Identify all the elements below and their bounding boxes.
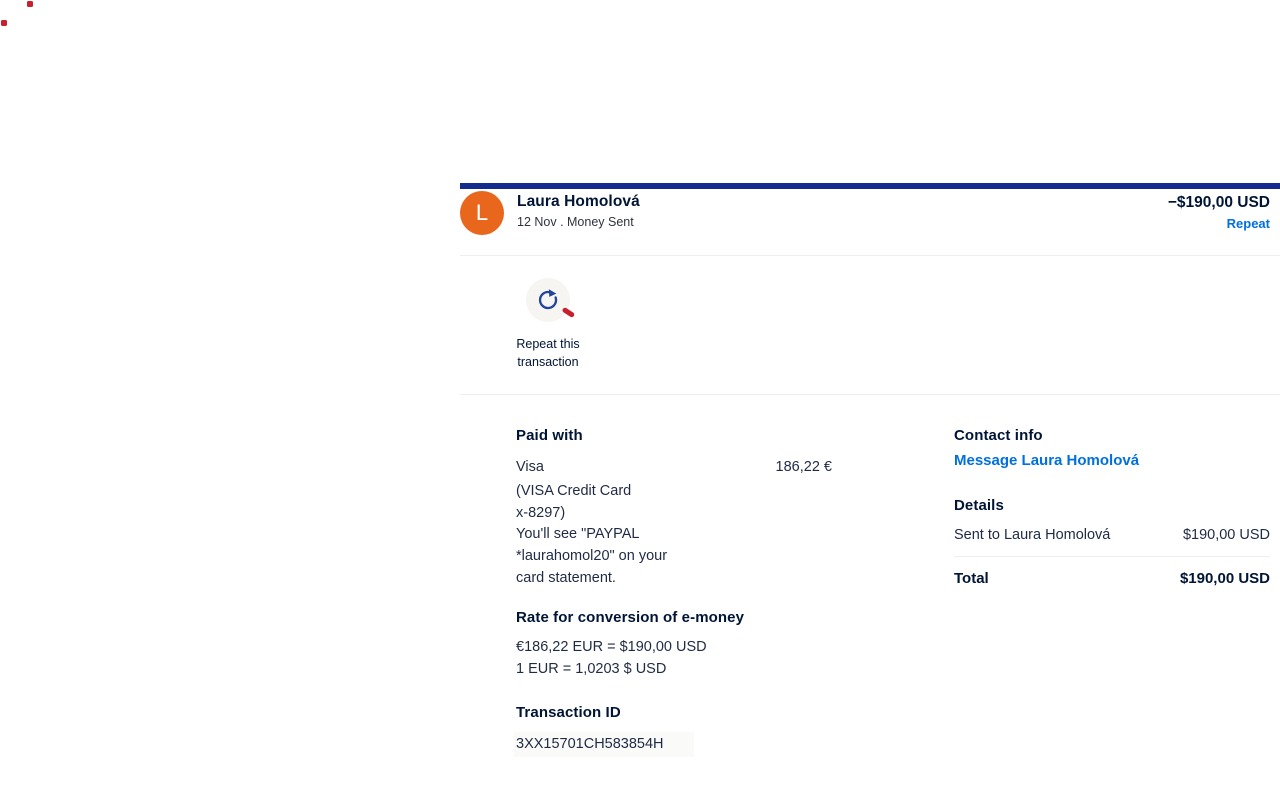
details-heading: Details	[954, 497, 1004, 514]
conversion-line: €186,22 EUR = $190,00 USD	[516, 639, 707, 655]
avatar-initial: L	[475, 200, 489, 225]
total-label: Total	[954, 570, 989, 587]
divider	[460, 255, 1280, 256]
payment-method-row	[516, 459, 832, 475]
message-contact-link[interactable]: Message Laura Homolová	[954, 452, 1140, 469]
transaction-detail-card	[460, 183, 1280, 786]
repeat-label-line2: transaction	[517, 355, 579, 369]
sent-to-value: $190,00 USD	[1182, 527, 1270, 543]
divider	[460, 394, 1280, 395]
sent-to-label: Sent to Laura Homolová	[954, 527, 1111, 543]
card-statement-note	[516, 481, 667, 590]
avatar	[460, 191, 504, 235]
statement-line: *laurahomol20" on your	[516, 548, 668, 565]
paid-with-heading: Paid with	[516, 427, 583, 444]
conversion-rate-heading: Rate for conversion of e-money	[516, 609, 745, 626]
transaction-id-value: 3XX15701CH583854H	[514, 732, 694, 757]
payment-details-column	[516, 423, 832, 773]
red-dot-artifact	[1, 20, 7, 26]
contact-name: Laura Homolová	[517, 193, 640, 210]
card-top-accent-bar	[460, 183, 1280, 189]
statement-line: (VISA Credit Card	[516, 483, 632, 499]
contact-info-heading: Contact info	[954, 427, 1043, 444]
red-dot-artifact	[27, 1, 33, 7]
conversion-line: 1 EUR = 1,0203 $ USD	[516, 661, 667, 677]
transaction-id-heading: Transaction ID	[516, 704, 621, 721]
statement-line: card statement.	[516, 569, 616, 586]
divider	[954, 556, 1270, 557]
red-mark-artifact	[562, 307, 575, 318]
payment-amount-eur: 186,22 €	[775, 459, 832, 475]
transaction-meta: 12 Nov . Money Sent	[517, 215, 634, 229]
total-value: $190,00 USD	[1179, 570, 1270, 587]
sent-to-row	[954, 527, 1270, 543]
payment-method: Visa	[516, 459, 544, 475]
repeat-link[interactable]: Repeat	[1226, 216, 1270, 231]
repeat-transaction-label	[488, 335, 608, 371]
transaction-amount: −$190,00 USD	[1167, 194, 1270, 211]
refresh-icon[interactable]	[526, 278, 570, 322]
contact-details-column	[954, 423, 1270, 773]
statement-line: x-8297)	[516, 504, 566, 521]
total-row	[954, 570, 1270, 587]
conversion-rates	[516, 636, 707, 680]
repeat-label-line1: Repeat this	[516, 337, 580, 351]
statement-line: You'll see "PAYPAL	[516, 526, 640, 543]
